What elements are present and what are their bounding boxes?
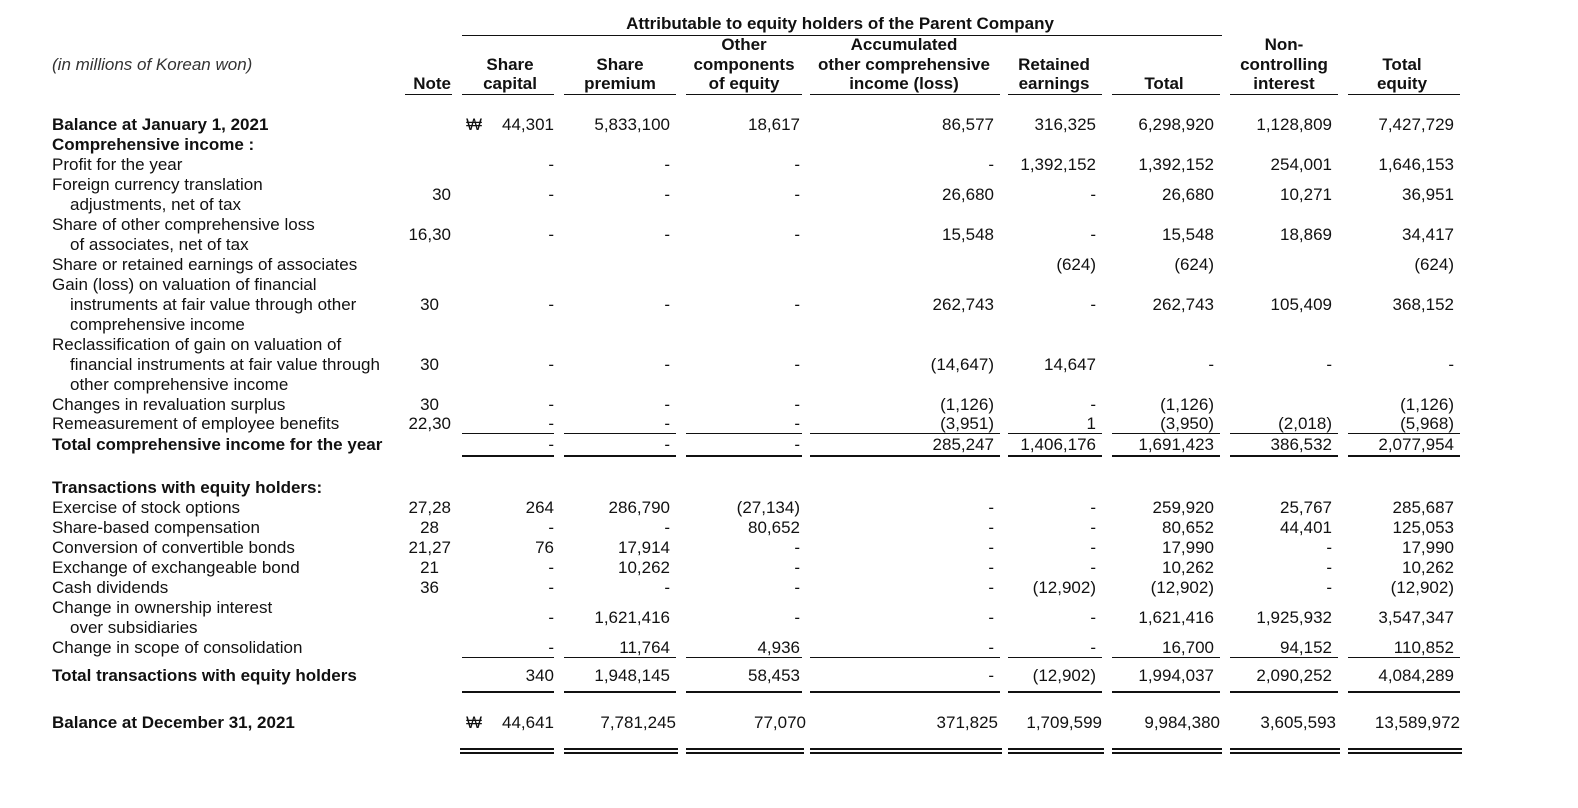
cell-other-components: 4,936 <box>757 638 800 657</box>
row-label-fx-2: adjustments, net of tax <box>70 195 242 214</box>
cell-other-components: - <box>794 414 800 433</box>
cell-retained: - <box>1090 225 1096 244</box>
cell-share-premium: - <box>664 578 670 597</box>
cell-total-equity: 7,427,729 <box>1378 115 1454 134</box>
subtotal-rule <box>1112 657 1220 658</box>
total-rule <box>810 691 1000 693</box>
cell-retained: 14,647 <box>1044 355 1096 374</box>
cell-share-premium: 286,790 <box>608 498 670 517</box>
cell-other-components: - <box>794 558 800 577</box>
cell-total: 10,262 <box>1162 558 1214 577</box>
row-label-cash-dividends: Cash dividends <box>52 578 169 597</box>
cell-total-equity: 4,084,289 <box>1378 666 1454 685</box>
total-rule <box>1348 691 1460 693</box>
cell-share-capital: - <box>548 518 554 537</box>
cell-retained: - <box>1090 295 1096 314</box>
cell-nci: 25,767 <box>1280 498 1332 517</box>
total-rule <box>810 455 1000 457</box>
header-underline <box>1348 94 1460 95</box>
cell-retained: (12,902) <box>1032 666 1096 685</box>
cell-retained: - <box>1090 498 1096 517</box>
cell-share-premium: 7,781,245 <box>600 713 676 732</box>
cell-aoci: - <box>988 155 994 174</box>
cell-share-capital: 264 <box>525 498 554 517</box>
cell-note: 36 <box>420 578 439 597</box>
row-label-assoc-oci-2: of associates, net of tax <box>70 235 249 254</box>
double-rule <box>1230 752 1340 754</box>
cell-other-components: - <box>794 155 800 174</box>
total-rule <box>462 691 554 693</box>
cell-retained: - <box>1090 538 1096 557</box>
cell-share-capital: - <box>548 185 554 204</box>
cell-aoci: - <box>988 578 994 597</box>
cell-share-capital: - <box>548 608 554 627</box>
cell-total-equity: 10,262 <box>1402 558 1454 577</box>
cell-total: 17,990 <box>1162 538 1214 557</box>
cell-share-capital: - <box>548 558 554 577</box>
group-title: Attributable to equity holders of the Parent Company <box>626 14 1054 33</box>
cell-note: 30 <box>420 295 439 314</box>
row-label-opening-balance: Balance at January 1, 2021 <box>52 115 269 134</box>
cell-total-equity: (624) <box>1414 255 1454 274</box>
row-label-reclass-3: other comprehensive income <box>70 375 289 394</box>
row-label-remeasurement: Remeasurement of employee benefits <box>52 414 340 433</box>
row-label-stock-options: Exercise of stock options <box>52 498 241 517</box>
cell-share-premium: - <box>664 185 670 204</box>
col-header-share-premium-1: Share <box>596 55 644 74</box>
cell-share-premium: - <box>664 435 670 454</box>
double-rule <box>1008 748 1104 750</box>
row-label-assoc-re: Share or retained earnings of associates <box>52 255 358 274</box>
double-rule <box>1348 748 1462 750</box>
header-underline <box>1112 94 1220 95</box>
cell-nci: 386,532 <box>1270 435 1332 454</box>
subtotal-rule <box>462 433 554 434</box>
cell-aoci: 86,577 <box>942 115 994 134</box>
cell-retained: 1,406,176 <box>1020 435 1096 454</box>
total-rule <box>1112 455 1220 457</box>
cell-share-premium: 11,764 <box>619 638 670 657</box>
cell-retained: 1 <box>1086 414 1096 433</box>
cell-retained: 316,325 <box>1034 115 1096 134</box>
cell-total: 9,984,380 <box>1144 713 1220 732</box>
cell-retained: - <box>1090 395 1096 414</box>
total-rule <box>1230 691 1338 693</box>
header-underline <box>1230 94 1338 95</box>
total-rule <box>686 691 802 693</box>
total-rule <box>686 455 802 457</box>
cell-note: 30 <box>420 355 439 374</box>
cell-share-capital: - <box>548 435 554 454</box>
cell-aoci: 285,247 <box>932 435 994 454</box>
cell-total: (1,126) <box>1160 395 1214 414</box>
cell-aoci: - <box>988 538 994 557</box>
total-rule <box>1348 455 1460 457</box>
cell-total: (624) <box>1174 255 1214 274</box>
col-header-total: Total <box>1144 74 1184 93</box>
cell-aoci: (1,126) <box>940 395 994 414</box>
double-rule <box>1348 752 1462 754</box>
col-header-other-components-2: components <box>693 55 795 74</box>
subtotal-rule <box>1230 657 1338 658</box>
cell-total-equity: (1,126) <box>1400 395 1454 414</box>
cell-note: 30 <box>432 185 451 204</box>
cell-share-premium: 1,948,145 <box>594 666 670 685</box>
cell-aoci: 262,743 <box>932 295 994 314</box>
cell-total: 6,298,920 <box>1138 115 1214 134</box>
cell-other-components: (27,134) <box>736 498 800 517</box>
subtotal-rule <box>1230 433 1338 434</box>
cell-aoci: (3,951) <box>940 414 994 433</box>
col-header-note: Note <box>413 74 451 93</box>
cell-share-premium: - <box>664 295 670 314</box>
cell-aoci: 26,680 <box>942 185 994 204</box>
total-rule <box>1112 691 1220 693</box>
row-label-revaluation: Changes in revaluation surplus <box>52 395 286 414</box>
row-label-assoc-oci-1: Share of other comprehensive loss <box>52 215 315 234</box>
cell-retained: (624) <box>1056 255 1096 274</box>
cell-total: 15,548 <box>1162 225 1214 244</box>
cell-retained: - <box>1090 608 1096 627</box>
header-underline <box>564 94 676 95</box>
cell-aoci: - <box>988 666 994 685</box>
cell-nci: 2,090,252 <box>1256 666 1332 685</box>
cell-note: 16,30 <box>408 225 451 244</box>
cell-other-components: 77,070 <box>754 713 806 732</box>
subtotal-rule <box>1348 657 1460 658</box>
cell-nci: - <box>1326 558 1332 577</box>
cell-share-capital: - <box>548 395 554 414</box>
cell-share-capital: - <box>548 414 554 433</box>
cell-share-capital: - <box>548 638 554 657</box>
cell-total: (12,902) <box>1150 578 1214 597</box>
cell-share-capital: - <box>548 355 554 374</box>
total-rule <box>1008 691 1102 693</box>
col-header-total-equity-1: Total <box>1382 55 1422 74</box>
cell-share-premium: - <box>664 395 670 414</box>
col-header-share-capital-2: capital <box>483 74 537 93</box>
cell-total: 259,920 <box>1152 498 1214 517</box>
subtotal-rule <box>1348 433 1460 434</box>
row-label-exchangeable-bond: Exchange of exchangeable bond <box>52 558 300 577</box>
cell-share-capital: - <box>548 225 554 244</box>
cell-note: 30 <box>420 395 439 414</box>
row-label-reclass-2: financial instruments at fair value through <box>70 355 380 374</box>
col-header-share-premium-2: premium <box>584 74 656 93</box>
cell-total-equity: 3,547,347 <box>1378 608 1454 627</box>
col-header-aoci-1: Accumulated <box>850 35 958 54</box>
cell-other-components: 80,652 <box>748 518 800 537</box>
header-underline <box>405 94 452 95</box>
cell-share-premium: - <box>664 518 670 537</box>
cell-nci: 1,128,809 <box>1256 115 1332 134</box>
cell-aoci: - <box>988 638 994 657</box>
double-rule <box>686 748 804 750</box>
subtotal-rule <box>810 657 1000 658</box>
cell-total: 1,621,416 <box>1138 608 1214 627</box>
double-rule <box>1230 748 1340 750</box>
subtotal-rule <box>1008 433 1102 434</box>
total-rule <box>564 455 676 457</box>
cell-total-equity: (5,968) <box>1400 414 1454 433</box>
cell-share-capital: - <box>548 578 554 597</box>
cell-note: 21 <box>420 558 439 577</box>
cell-total-equity: 285,687 <box>1392 498 1454 517</box>
currency-symbol: ₩ <box>466 115 483 134</box>
cell-total: (3,950) <box>1160 414 1214 433</box>
subtotal-rule <box>462 657 554 658</box>
cell-total-equity: - <box>1448 355 1454 374</box>
cell-aoci: 371,825 <box>936 713 998 732</box>
row-label-ownership-1: Change in ownership interest <box>52 598 273 617</box>
row-label-share-based-comp: Share-based compensation <box>52 518 260 537</box>
double-rule <box>810 748 1002 750</box>
header-underline <box>810 94 1000 95</box>
cell-other-components: - <box>794 608 800 627</box>
section-heading-transactions: Transactions with equity holders: <box>52 478 323 497</box>
header-underline <box>1008 94 1102 95</box>
row-label-convertible-bonds: Conversion of convertible bonds <box>52 538 295 557</box>
row-label-profit: Profit for the year <box>52 155 183 174</box>
double-rule <box>460 748 554 750</box>
cell-other-components: - <box>794 395 800 414</box>
cell-share-premium: 1,621,416 <box>594 608 670 627</box>
cell-total: 1,392,152 <box>1138 155 1214 174</box>
cell-total-equity: 1,646,153 <box>1378 155 1454 174</box>
subtotal-rule <box>564 657 676 658</box>
cell-nci: 94,152 <box>1280 638 1332 657</box>
cell-nci: 18,869 <box>1280 225 1332 244</box>
cell-aoci: - <box>988 518 994 537</box>
cell-share-premium: 10,262 <box>618 558 670 577</box>
subtotal-rule <box>1008 657 1102 658</box>
cell-share-capital: - <box>548 295 554 314</box>
cell-share-premium: 17,914 <box>618 538 670 557</box>
cell-aoci: - <box>988 558 994 577</box>
cell-share-capital: 44,641 <box>502 713 554 732</box>
cell-share-capital: 340 <box>525 666 554 685</box>
cell-share-premium: - <box>664 414 670 433</box>
cell-total: - <box>1208 355 1214 374</box>
cell-nci: 1,925,932 <box>1256 608 1332 627</box>
total-rule <box>1230 455 1338 457</box>
cell-total: 262,743 <box>1152 295 1214 314</box>
cell-aoci: 15,548 <box>942 225 994 244</box>
cell-total-equity: 13,589,972 <box>1374 713 1460 732</box>
cell-other-components: - <box>794 435 800 454</box>
row-label-scope: Change in scope of consolidation <box>52 638 303 657</box>
subtotal-rule <box>686 433 802 434</box>
cell-share-premium: 5,833,100 <box>594 115 670 134</box>
cell-other-components: - <box>794 578 800 597</box>
cell-note: 27,28 <box>408 498 451 517</box>
cell-share-premium: - <box>664 225 670 244</box>
double-rule <box>1112 748 1222 750</box>
row-label-ownership-2: over subsidiaries <box>70 618 198 637</box>
cell-note: 28 <box>420 518 439 537</box>
col-header-nci-1: Non- <box>1264 35 1304 54</box>
double-rule <box>1008 752 1104 754</box>
row-label-fvoci-1: Gain (loss) on valuation of financial <box>52 275 317 294</box>
cell-other-components: - <box>794 538 800 557</box>
cell-total-equity: 110,852 <box>1393 638 1454 657</box>
section-heading-comprehensive-income: Comprehensive income : <box>52 135 255 154</box>
cell-nci: 44,401 <box>1280 518 1332 537</box>
total-rule <box>1008 455 1102 457</box>
double-rule <box>810 752 1002 754</box>
col-header-nci-3: interest <box>1253 74 1315 93</box>
row-label-fx-1: Foreign currency translation <box>52 175 263 194</box>
units-label: (in millions of Korean won) <box>52 55 253 74</box>
subtotal-rule <box>686 657 802 658</box>
col-header-other-components-1: Other <box>721 35 767 54</box>
cell-retained: 1,709,599 <box>1026 713 1102 732</box>
cell-other-components: - <box>794 185 800 204</box>
col-header-retained-2: earnings <box>1018 74 1090 93</box>
cell-nci: 10,271 <box>1280 185 1332 204</box>
cell-total: 16,700 <box>1162 638 1214 657</box>
row-label-fvoci-2: instruments at fair value through other <box>70 295 357 314</box>
row-label-total-ci: Total comprehensive income for the year <box>52 435 383 454</box>
col-header-nci-2: controlling <box>1240 55 1328 74</box>
currency-symbol: ₩ <box>466 713 483 732</box>
col-header-other-components-3: of equity <box>708 74 780 93</box>
cell-other-components: 58,453 <box>748 666 800 685</box>
cell-aoci: - <box>988 498 994 517</box>
cell-share-capital: 76 <box>535 538 554 557</box>
total-rule <box>462 455 554 457</box>
subtotal-rule <box>564 433 676 434</box>
cell-share-premium: - <box>664 355 670 374</box>
cell-total-equity: 34,417 <box>1402 225 1454 244</box>
cell-retained: - <box>1090 558 1096 577</box>
header-underline <box>686 94 802 95</box>
cell-share-premium: - <box>664 155 670 174</box>
cell-total: 1,691,423 <box>1138 435 1214 454</box>
cell-nci: 105,409 <box>1270 295 1332 314</box>
cell-note: 22,30 <box>408 414 451 433</box>
col-header-aoci-3: income (loss) <box>849 74 959 93</box>
cell-share-capital: 44,301 <box>502 115 554 134</box>
cell-nci: 3,605,593 <box>1260 713 1336 732</box>
double-rule <box>564 752 678 754</box>
col-header-share-capital-1: Share <box>486 55 534 74</box>
cell-total-equity: (12,902) <box>1390 578 1454 597</box>
subtotal-rule <box>810 433 1000 434</box>
header-underline <box>462 94 554 95</box>
cell-other-components: - <box>794 225 800 244</box>
col-header-total-equity-2: equity <box>1376 74 1428 93</box>
double-rule <box>686 752 804 754</box>
cell-other-components: 18,617 <box>748 115 800 134</box>
col-header-retained-1: Retained <box>1018 55 1090 74</box>
cell-total-equity: 2,077,954 <box>1378 435 1454 454</box>
cell-total: 26,680 <box>1162 185 1214 204</box>
cell-total: 80,652 <box>1162 518 1214 537</box>
cell-share-capital: - <box>548 155 554 174</box>
cell-note: 21,27 <box>408 538 451 557</box>
cell-aoci: - <box>988 608 994 627</box>
cell-retained: (12,902) <box>1032 578 1096 597</box>
row-label-reclass-1: Reclassification of gain on valuation of <box>52 335 342 354</box>
cell-retained: - <box>1090 638 1096 657</box>
cell-nci: - <box>1326 355 1332 374</box>
cell-total: 1,994,037 <box>1138 666 1214 685</box>
cell-total-equity: 368,152 <box>1392 295 1454 314</box>
cell-retained: - <box>1090 185 1096 204</box>
cell-retained: 1,392,152 <box>1020 155 1096 174</box>
subtotal-rule <box>1112 433 1220 434</box>
row-label-total-transactions: Total transactions with equity holders <box>52 666 357 685</box>
cell-retained: - <box>1090 518 1096 537</box>
double-rule <box>564 748 678 750</box>
cell-aoci: (14,647) <box>930 355 994 374</box>
cell-total-equity: 36,951 <box>1402 185 1454 204</box>
double-rule <box>460 752 554 754</box>
row-label-fvoci-3: comprehensive income <box>70 315 245 334</box>
double-rule <box>1112 752 1222 754</box>
cell-nci: 254,001 <box>1270 155 1332 174</box>
total-rule <box>564 691 676 693</box>
cell-nci: - <box>1326 538 1332 557</box>
cell-other-components: - <box>794 355 800 374</box>
cell-total-equity: 17,990 <box>1402 538 1454 557</box>
cell-other-components: - <box>794 295 800 314</box>
cell-nci: (2,018) <box>1278 414 1332 433</box>
cell-total-equity: 125,053 <box>1392 518 1454 537</box>
row-label-closing-balance: Balance at December 31, 2021 <box>52 713 295 732</box>
col-header-aoci-2: other comprehensive <box>818 55 990 74</box>
cell-nci: - <box>1326 578 1332 597</box>
